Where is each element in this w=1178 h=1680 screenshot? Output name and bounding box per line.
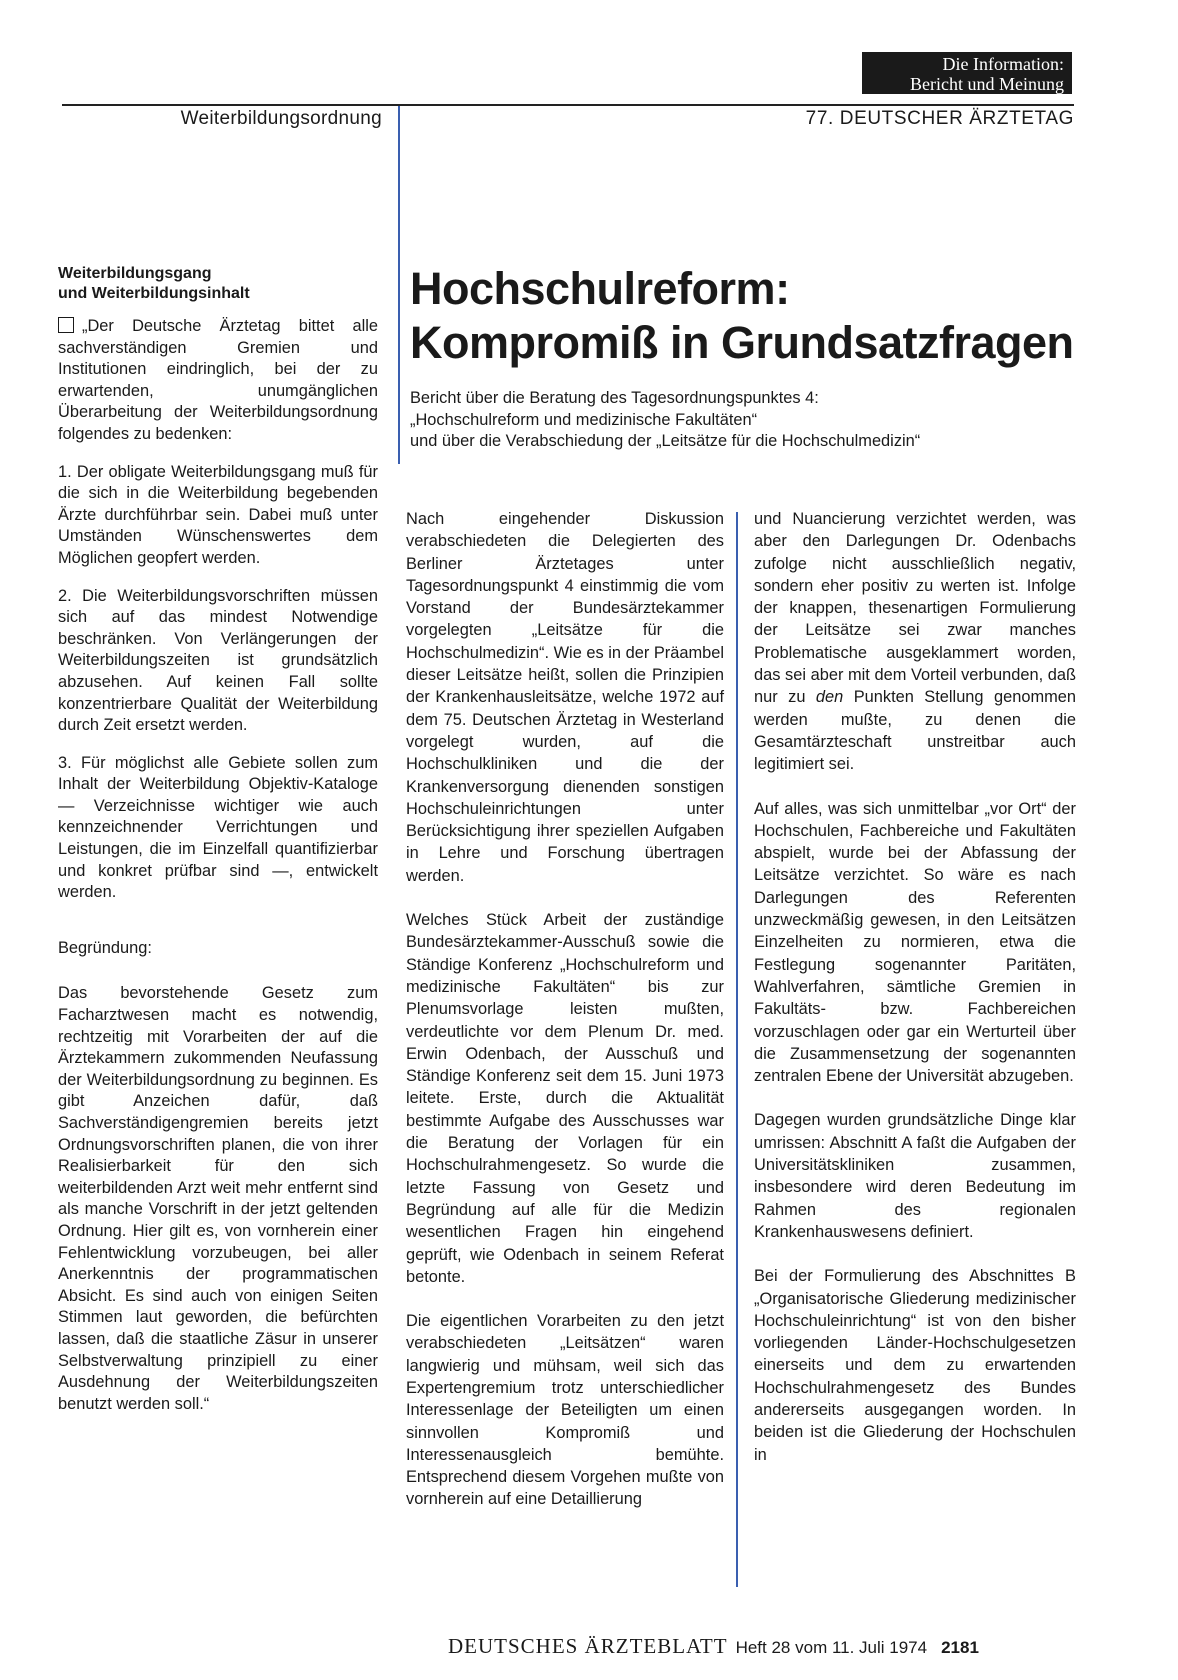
article-lead bbox=[410, 388, 1080, 453]
resolution-point-1: 1. Der obligate Weiterbildungsgang muß für die sich in die Weiterbildung begebenden Ärzte durchführbar sein. Dabei muß unter Umständen Wünschenswertes dem Möglichen geopfert werden. bbox=[58, 462, 378, 567]
column-divider-right bbox=[736, 512, 738, 1587]
header-rule bbox=[62, 104, 1074, 106]
page-number: 2181 bbox=[941, 1638, 979, 1657]
article-column-1 bbox=[406, 508, 724, 1533]
article-paragraph: Nach eingehender Diskussion verabschiedeten die Delegierten des Berliner Ärztetages unter Tagesordnungspunkt 4 einstimmig die vom Vorstand der Bundesärztekammer vorgelegten „Leitsätze für die Hochschulmedizin“. Wie es in der Präambel dieser Leitsätze heißt, sollen die Prinzipien der Krankenhausleitsätze, welche 1972 auf dem 75. Deutschen Ärztetag in Westerland vorgelegt wurden, auf die Hochschulkliniken und die der Krankenversorgung dienenden sonstigen Hochschuleinrichtungen unter Berücksichtigung ihrer speziellen Aufgaben in Lehre und Forschung übertragen werden. bbox=[406, 510, 724, 885]
section-title-right: 77. DEUTSCHER ÄRZTETAG bbox=[805, 108, 1074, 129]
badge-line-2: Bericht und Meinung bbox=[910, 74, 1064, 94]
section-badge bbox=[862, 52, 1072, 94]
issue-info: Heft 28 vom 11. Juli 1974 bbox=[735, 1638, 928, 1657]
resolution-intro-text: „Der Deutsche Ärztetag bittet alle sachverständigen Gremien und Institutionen eindringlich, bei der zu erwartenden, unumgänglichen Überarbeitung der Weiterbildungsordnung folgendes zu bedenken: bbox=[58, 317, 378, 443]
page-footer bbox=[448, 1634, 1068, 1659]
emphasis: den bbox=[815, 688, 844, 707]
resolution-point-2: 2. Die Weiterbildungsvorschriften müssen sich auf das mindest Notwendige beschränken. Von Verlängerungen der Weiterbildungszeiten ist grundsätzlich abzusehen. Auf keinen Fall sollte konzentrierbare Qualität der Weiterbildung durch Zeit ersetzt werden. bbox=[58, 586, 378, 735]
section-title-left: Weiterbildungsordnung bbox=[180, 108, 382, 129]
subhead-line-2: und Weiterbildungsinhalt bbox=[58, 285, 250, 302]
badge-line-1: Die Information: bbox=[942, 54, 1064, 74]
lead-line-1: Bericht über die Beratung des Tagesordnungspunktes 4: bbox=[410, 389, 819, 407]
article-paragraph: und Nuancierung verzichtet werden, was aber den Darlegungen Dr. Odenbachs zufolge nicht ausschließlich negativ, sondern eher positiv zu werten ist. Infolge der knappen, thesenartigen Formulierung der Leitsätze sei zwar manches Problematische ausgeklammert worden, das sei aber mit dem Vorteil verbunden, daß nur zu den Punkten Stellung genommen werden mußte, zu denen die Gesamtärzteschaft unstreitbar auch legitimiert sei. bbox=[754, 510, 1076, 774]
rationale-text: Das bevorstehende Gesetz zum Facharztwesen macht es notwendig, rechtzeitig mit Vorarbeiten der auf die Ärztekammern zukommenden Neufassung der Weiterbildungsordnung zu beginnen. Es gibt Anzeichen dafür, daß Sachverständigengremien bereits jetzt Ordnungsvorschriften planen, die von ihrer Realisierbarkeit für den sich weiterbildenden Arzt weit mehr entfernt sind als manche Vorschrift in der jetzt geltenden Ordnung. Hier gilt es, von vornherein einer Fehlentwicklung vorzubeugen, bei aller Anerkenntnis der programmatischen Absicht. Es sind auch von einigen Seiten Stimmen laut geworden, die befürchten lassen, daß die staatliche Zäsur in unserer Selbstverwaltung prinzipiell zu einer Ausdehnung der Weiterbildungszeiten benutzt werden soll.“ bbox=[58, 984, 378, 1413]
article-column-2 bbox=[754, 508, 1076, 1488]
resolution-subhead bbox=[58, 264, 378, 304]
lead-line-3: und über die Verabschiedung der „Leitsätze für die Hochschulmedizin“ bbox=[410, 432, 921, 450]
rationale-heading: Begründung: bbox=[58, 938, 152, 957]
subhead-line-1: Weiterbildungsgang bbox=[58, 265, 212, 282]
journal-name: DEUTSCHES ÄRZTEBLATT bbox=[448, 1634, 728, 1658]
checkbox-icon bbox=[58, 317, 74, 333]
resolution-point-3: 3. Für möglichst alle Gebiete sollen zum Inhalt der Weiterbildung Objektiv-Kataloge — Verzeichnisse wichtiger wie auch kennzeichnender Verrichtungen und Leistungen, die im Einzelfall quantifizierbar und konkret prüfbar sind —, entwickelt werden. bbox=[58, 753, 378, 902]
resolution-intro bbox=[58, 316, 378, 446]
article-paragraph: Auf alles, was sich unmittelbar „vor Ort“ der Hochschulen, Fachbereiche und Fakultäten abspielt, wurde bei der Abfassung der Leitsätze verzichtet. So wäre es nach Darlegungen des Referenten unzweckmäßig gewesen, in den Leitsätzen Einzelheiten zu normieren, etwa die Festlegung sogenannter Paritäten, Wahlverfahren, sämtliche Gremien in Fakultäts- bzw. Fachbereichen vorzuschlagen oder gar ein Werturteil über die Zusammensetzung der sogenannten zentralen Ebene der Universität abzugeben. bbox=[754, 799, 1076, 1086]
headline-line-2: Kompromiß in Grundsatzfragen bbox=[410, 317, 1074, 368]
article-paragraph: Dagegen wurden grundsätzliche Dinge klar umrissen: Abschnitt A faßt die Aufgaben der Universitätskliniken zusammen, insbesondere wird deren Bedeutung im Rahmen des regionalen Krankenhauswesens definiert. bbox=[754, 1111, 1076, 1241]
resolution-column bbox=[58, 264, 378, 1431]
article-headline bbox=[410, 262, 1080, 370]
lead-line-2: „Hochschulreform und medizinische Fakultäten“ bbox=[410, 410, 758, 429]
column-divider-left bbox=[398, 106, 400, 464]
headline-line-1: Hochschulreform: bbox=[410, 263, 790, 314]
article-paragraph: Welches Stück Arbeit der zuständige Bundesärztekammer-Ausschuß sowie die Ständige Konferenz „Hochschulreform und medizinische Fakultäten“ bis zur Plenumsvorlage leisten mußten, verdeutlichte vor dem Plenum Dr. med. Erwin Odenbach, der Ausschuß und Ständige Konferenz seit dem 15. Juni 1973 leitete. Erste, durch die Aktualität bestimmte Aufgabe des Ausschusses war die Beratung der Vorlagen für ein Hochschulrahmengesetz. So wurde die letzte Fassung von Gesetz und Begründung auf alle für die Medizin wesentlichen Fragen hin eingehend geprüft, wie Odenbach in seinem Referat betonte. bbox=[406, 911, 724, 1286]
article-paragraph: Bei der Formulierung des Abschnittes B „Organisatorische Gliederung medizinischer Hochschuleinrichtung“ ist von den bisher vorliegenden Länder-Hochschulgesetzen einerseits und dem zu erwartenden Hochschulrahmengesetz des Bundes andererseits ausgegangen worden. In beiden ist die Gliederung der Hochschulen in bbox=[754, 1267, 1076, 1464]
article-paragraph: Die eigentlichen Vorarbeiten zu den jetzt verabschiedeten „Leitsätzen“ waren langwierig und mühsam, weil sich das Expertengremium trotz unterschiedlicher Interessenlage der Beteiligten um einen sinnvollen Kompromiß und Interessenausgleich bemühte. Entsprechend diesem Vorgehen mußte von vornherein auf eine Detaillierung bbox=[406, 1312, 724, 1509]
